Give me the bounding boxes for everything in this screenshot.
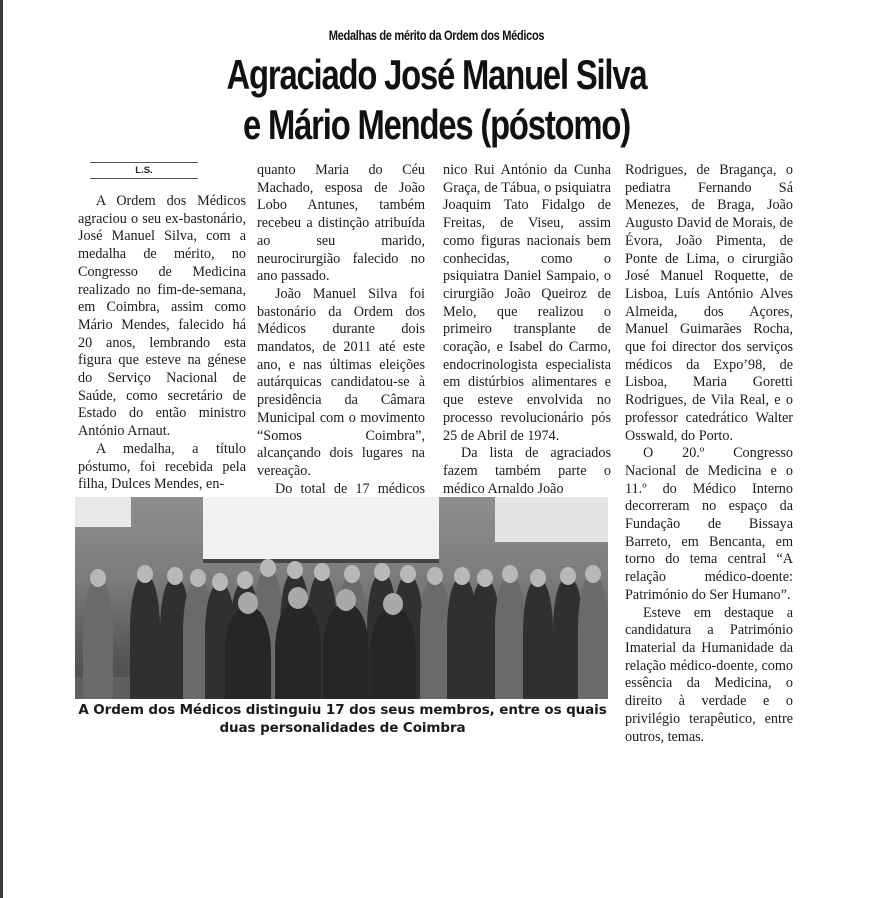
photo-wall-panel-left xyxy=(75,497,131,527)
paragraph: Da lista de agraciados fazem também parte o médico Arnaldo João xyxy=(443,445,611,497)
photo-person-head xyxy=(530,569,546,587)
photo-person-front xyxy=(225,608,271,699)
photo-person-back xyxy=(83,581,113,699)
photo-person-head xyxy=(137,565,153,583)
photo-person-front xyxy=(370,609,416,699)
article-headline xyxy=(96,50,777,150)
photo-person-head xyxy=(90,569,106,587)
article-column-2 xyxy=(257,162,425,516)
headline-line-1: Agraciado José Manuel Silva xyxy=(226,51,647,98)
photo-person-head xyxy=(502,565,518,583)
paragraph: João Manuel Silva foi bastonário da Ordem dos Médicos durante dois mandatos, de 2011 até este ano, e nas últimas eleições autárquicas candidatou-se à presidência da Câmara Municipal com o movimento “Somos Coimbra”, alcançando dois lugares na vereação. xyxy=(257,285,425,479)
photo-person-head xyxy=(237,571,253,589)
photo-person-head xyxy=(585,565,601,583)
photo-person-head xyxy=(190,569,206,587)
photo-person-head xyxy=(238,592,258,614)
photo-wall-panel-right xyxy=(495,497,608,542)
photo-caption: A Ordem dos Médicos distinguiu 17 dos seus membros, entre os quais duas personalidades de Coimbra xyxy=(78,702,607,736)
article-column-1 xyxy=(78,162,246,494)
photo-person-head xyxy=(288,587,308,609)
paragraph: A medalha, a título póstumo, foi recebida pela filha, Dulces Mendes, en- xyxy=(78,440,246,493)
byline: L.S. xyxy=(90,162,198,179)
photo-person-head xyxy=(454,567,470,585)
photo-person-front xyxy=(323,605,369,699)
article-column-4 xyxy=(625,162,793,746)
photo-person-head xyxy=(560,567,576,585)
photo-person-head xyxy=(260,559,276,577)
photo-person-head xyxy=(383,593,403,615)
photo-person-back xyxy=(578,577,608,699)
left-edge-bar xyxy=(0,0,3,898)
paragraph: Do total de 17 médicos xyxy=(275,480,425,497)
paragraph: nico Rui António da Cunha Graça, de Tábua, o psiquiatra Joaquim Tato Fidalgo de Freitas, de Viseu, assim como figuras nacionais bem conhecidas, como o psiquiatra Daniel Sampaio, o cirurgião João Queiroz de Melo, que realizou o primeiro transplante de coração, e Isabel do Carmo, endocrinologista especialista em distúrbios alimentares e que esteve envolvida no processo revolucionário pós 25 de Abril de 1974. xyxy=(443,162,611,444)
photo-person-head xyxy=(427,567,443,585)
photo-person-head xyxy=(314,563,330,581)
photo-person-head xyxy=(477,569,493,587)
article-kicker: Medalhas de mérito da Ordem dos Médicos xyxy=(328,28,545,43)
photo-person-head xyxy=(400,565,416,583)
photo-person-front xyxy=(275,603,321,699)
photo-person-head xyxy=(374,563,390,581)
photo-person-head xyxy=(167,567,183,585)
photo-person-head xyxy=(336,589,356,611)
photo-person-back xyxy=(420,579,450,699)
paragraph: Esteve em destaque a candidatura a Património Imaterial da Humanidade da relação médico-doente, como essência da Medicina, o direito à verdade e o privilégio terapêutico, entre outros, temas. xyxy=(625,604,793,745)
paragraph: A Ordem dos Médicos agraciou o seu ex-bastonário, José Manuel Silva, com a medalha de mérito, no Congresso de Medicina realizado no fim-de-semana, em Coimbra, assim como Mário Mendes, falecido há 20 anos, lembrando esta figura que esteve na génese do Serviço Nacional de Saúde, como secretário de Estado do então ministro António Arnaut. xyxy=(78,193,246,440)
paragraph: Rodrigues, de Bragança, o pediatra Fernando Sá Menezes, de Braga, João Augusto David de Morais, de Évora, João Pimenta, de Ponte de Lima, o cirurgião José Manuel Roquette, de Lisboa, Luís António Alves Almeida, dos Açores, Manuel Guimarães Rocha, que foi director dos serviços médicos da Expo’98, de Lisboa, Maria Goretti Rodrigues, de Vila Real, e o professor catedrático Walter Osswald, do Porto. xyxy=(625,162,793,444)
photo-person-back xyxy=(130,577,160,699)
paragraph: O 20.º Congresso Nacional de Medicina e o 11.º do Médico Interno decorreram no espaço da Fundação de Bissaya Barreto, em Bencanta, em torno do tema central “A relação médico-doente: Património do Ser Humano”. xyxy=(625,445,793,603)
photo-person-back xyxy=(495,577,525,699)
photo-projection-screen xyxy=(203,497,439,563)
photo-person-head xyxy=(344,565,360,583)
headline-line-2: e Mário Mendes (póstomo) xyxy=(243,101,630,148)
photo-person-head xyxy=(287,561,303,579)
article-column-3 xyxy=(443,162,611,498)
group-photo xyxy=(75,497,608,699)
photo-person-back xyxy=(523,581,553,699)
photo-person-head xyxy=(212,573,228,591)
paragraph: quanto Maria do Céu Machado, esposa de João Lobo Antunes, também recebeu a distinção atribuída ao seu marido, neurocirurgião falecido no ano passado. xyxy=(257,162,425,285)
